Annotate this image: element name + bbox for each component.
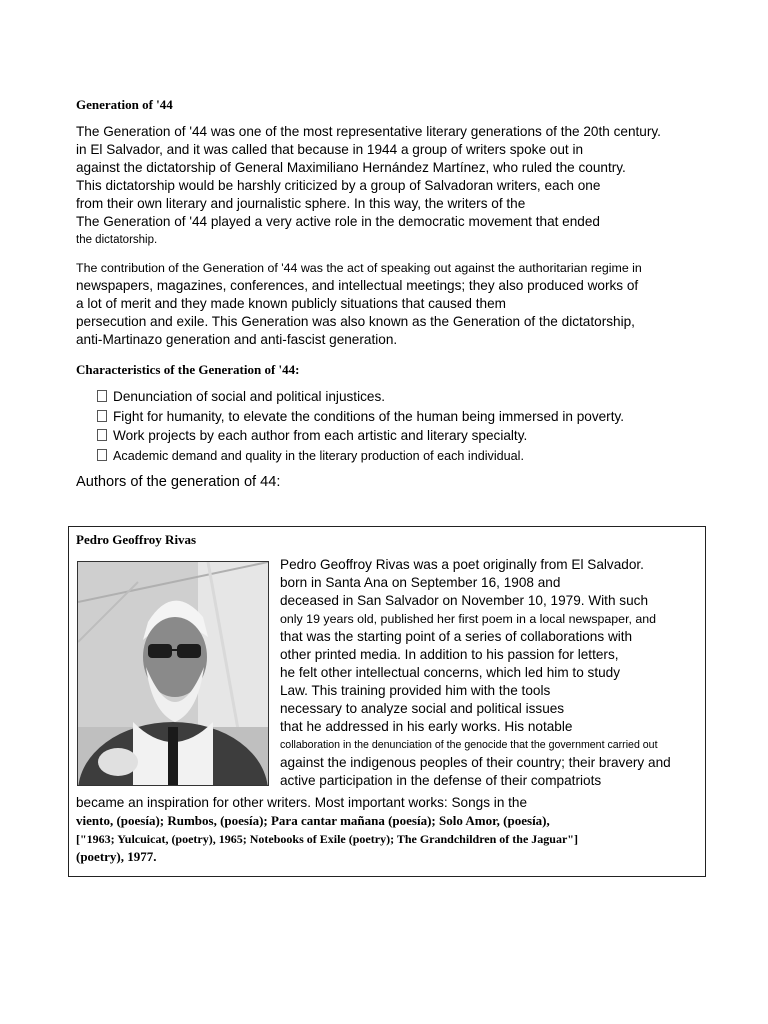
authors-label: Authors of the generation of 44: <box>76 474 281 490</box>
works-line: ["1963; Yulcuicat, (poetry), 1965; Notebooks of Exile (poetry); The Grandchildren of the Jaguar"] <box>76 832 578 846</box>
contribution-line: a lot of merit and they made known publicly situations that caused them <box>76 296 506 311</box>
bio-line: Pedro Geoffroy Rivas was a poet originally from El Salvador. <box>280 557 644 572</box>
bio-line: born in Santa Ana on September 16, 1908 and <box>280 575 561 590</box>
works-line: became an inspiration for other writers. Most important works: Songs in the <box>76 795 528 810</box>
list-item <box>97 446 624 467</box>
intro-line: in El Salvador, and it was called that because in 1944 a group of writers spoke out in <box>76 142 584 157</box>
works-line: viento, (poesía); Rumbos, (poesía); Para cantar mañana (poesía); Solo Amor, (poesía), <box>76 813 550 828</box>
bio-line: Law. This training provided him with the tools <box>280 683 551 698</box>
list-item-text: Academic demand and quality in the literary production of each individual. <box>113 448 524 463</box>
intro-line: against the dictatorship of General Maximiliano Hernández Martínez, who ruled the country. <box>76 160 626 175</box>
list-item <box>97 407 624 427</box>
bio-line: he felt other intellectual concerns, which led him to study <box>280 665 621 680</box>
intro-line: the dictatorship. <box>76 234 158 246</box>
bio-line: deceased in San Salvador on November 10, 1979. With such <box>280 593 649 608</box>
intro-line: The Generation of '44 played a very active role in the democratic movement that ended <box>76 214 600 229</box>
characteristics-list <box>97 387 624 466</box>
author-portrait <box>77 561 269 786</box>
list-item-text: Denunciation of social and political injustices. <box>113 389 386 404</box>
author-card <box>68 526 706 877</box>
bullet-box-icon <box>97 390 107 402</box>
list-item-text: Fight for humanity, to elevate the conditions of the human being immersed in poverty. <box>113 408 625 424</box>
bio-line: other printed media. In addition to his passion for letters, <box>280 647 619 662</box>
contribution-line: newspapers, magazines, conferences, and intellectual meetings; they also produced works of <box>76 278 639 293</box>
author-bio <box>280 556 671 790</box>
intro-paragraph <box>76 123 661 249</box>
works-line: (poetry), 1977. <box>76 849 157 864</box>
bullet-box-icon <box>97 449 107 461</box>
bio-line: collaboration in the denunciation of the genocide that the government carried out <box>280 739 658 751</box>
bio-line: against the indigenous peoples of their country; their bravery and <box>280 755 671 770</box>
bio-line: only 19 years old, published her first poem in a local newspaper, and <box>280 612 657 626</box>
contribution-line: anti-Martinazo generation and anti-fascist generation. <box>76 332 398 347</box>
section-title-generation-44: Generation of '44 <box>76 97 173 112</box>
characteristics-title: Characteristics of the Generation of '44: <box>76 362 300 377</box>
author-name: Pedro Geoffroy Rivas <box>76 532 197 547</box>
list-item <box>97 387 624 407</box>
bio-line: necessary to analyze social and political issues <box>280 701 565 716</box>
bullet-box-icon <box>97 410 107 422</box>
contribution-line: persecution and exile. This Generation was also known as the Generation of the dictatorship, <box>76 314 635 329</box>
bio-line: active participation in the defense of their compatriots <box>280 773 602 788</box>
portrait-image <box>78 562 268 785</box>
contribution-paragraph <box>76 259 642 349</box>
author-works <box>76 794 578 866</box>
list-item <box>97 426 624 446</box>
bio-line: that was the starting point of a series of collaborations with <box>280 629 633 644</box>
contribution-line: The contribution of the Generation of '44 was the act of speaking out against the authoritarian regime in <box>76 261 642 275</box>
intro-line: The Generation of '44 was one of the most representative literary generations of the 20th century. <box>76 124 661 139</box>
list-item-text: Work projects by each author from each artistic and literary specialty. <box>113 428 528 443</box>
intro-line: This dictatorship would be harshly criticized by a group of Salvadoran writers, each one <box>76 178 601 193</box>
intro-line: from their own literary and journalistic sphere. In this way, the writers of the <box>76 196 526 211</box>
bio-line: that he addressed in his early works. His notable <box>280 719 573 734</box>
bullet-box-icon <box>97 429 107 441</box>
